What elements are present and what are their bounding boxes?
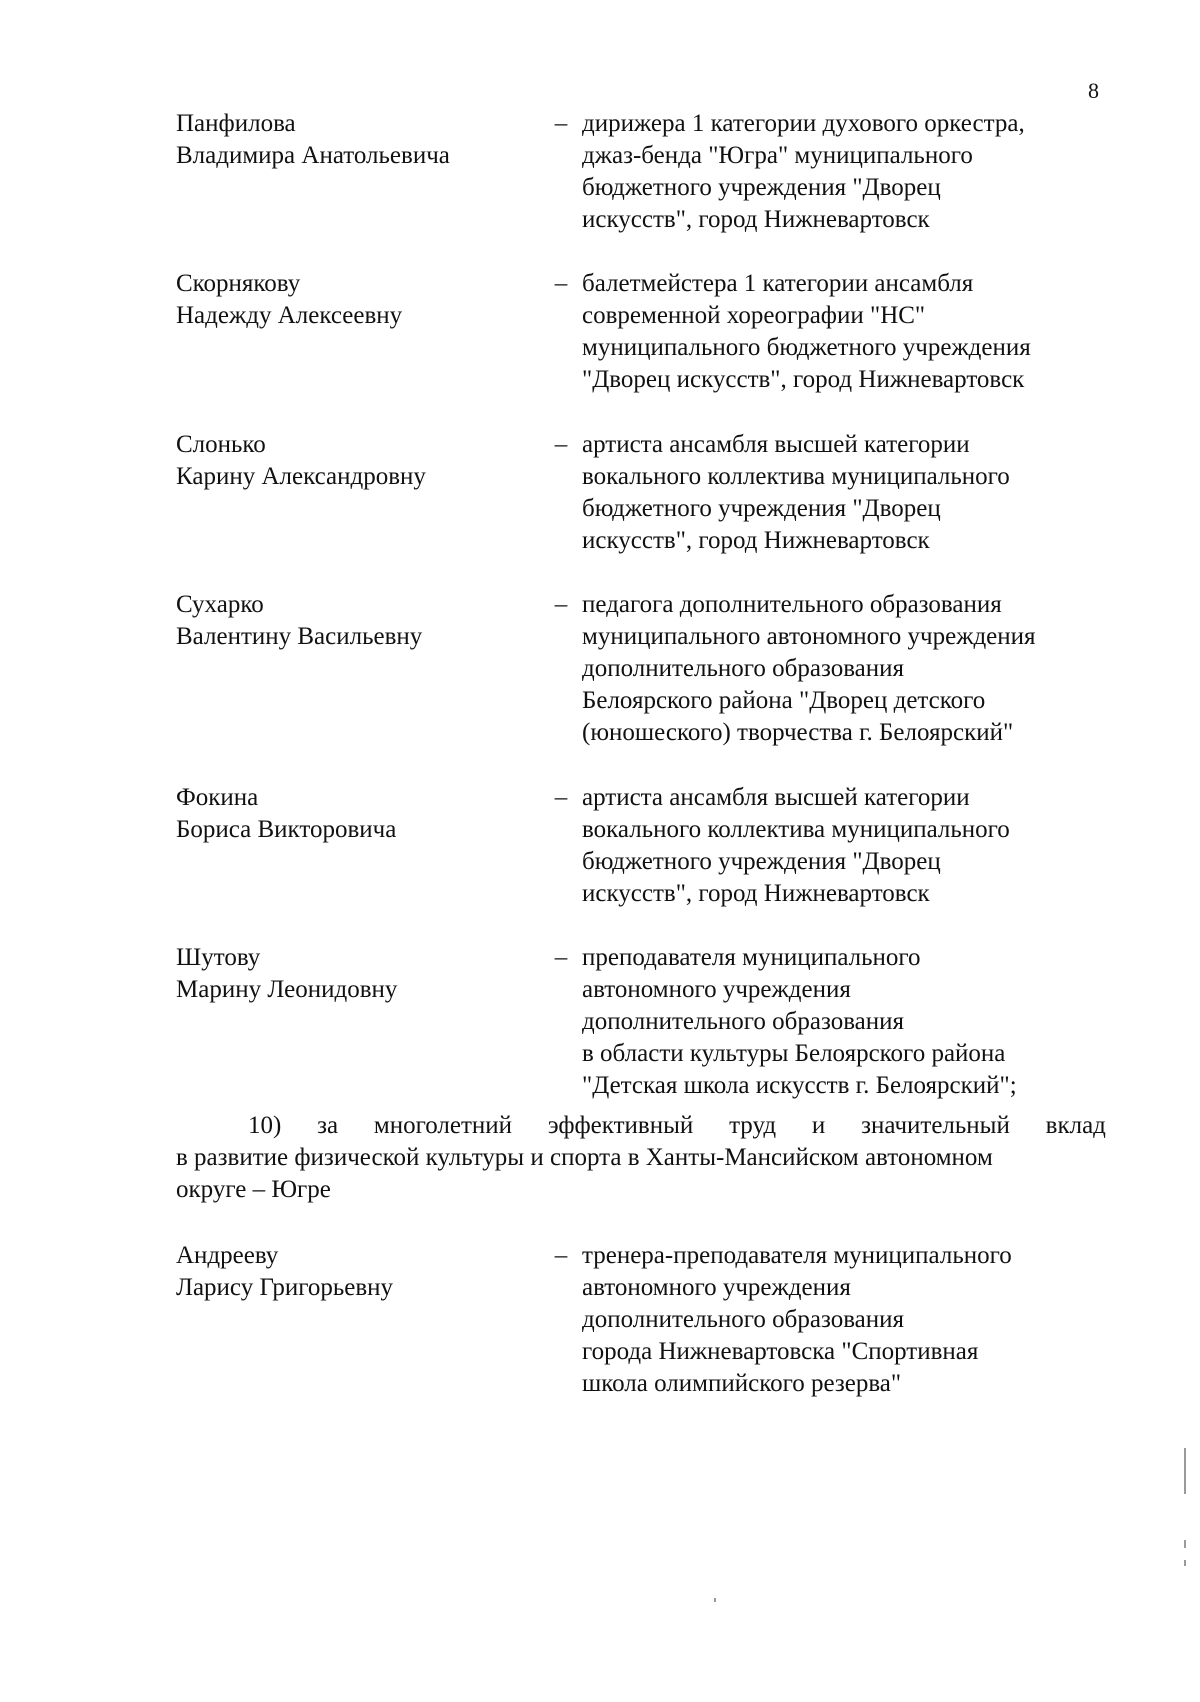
description-line: "Дворец искусств", город Нижневартовск xyxy=(582,366,1025,393)
person-name xyxy=(176,942,536,1006)
person-name xyxy=(176,268,536,332)
surname: Скорнякову xyxy=(176,270,301,297)
award-entry xyxy=(176,268,1106,438)
person-name xyxy=(176,782,536,846)
scan-artifact xyxy=(714,1598,716,1602)
position-description xyxy=(582,1240,1122,1400)
dash: – xyxy=(554,591,568,618)
description-line: артиста ансамбля высшей категории xyxy=(582,431,970,458)
description-line: дополнительного образования xyxy=(582,1306,905,1333)
scan-artifact xyxy=(1184,1540,1186,1548)
person-name xyxy=(176,108,536,172)
given-names: Надежду Алексеевну xyxy=(176,302,403,329)
description-line: (юношеского) творчества г. Белоярский" xyxy=(582,719,1014,746)
person-name xyxy=(176,1240,536,1304)
dash: – xyxy=(554,944,568,971)
description-line: артиста ансамбля высшей категории xyxy=(582,784,970,811)
page-number: 8 xyxy=(1088,78,1099,103)
description-line: преподавателя муниципального xyxy=(582,944,921,971)
description-line: дополнительного образования xyxy=(582,1008,905,1035)
position-description xyxy=(582,108,1122,236)
paragraph-word: 10) xyxy=(248,1112,282,1139)
paragraph-word: значительный xyxy=(861,1112,1010,1139)
description-line: бюджетного учреждения "Дворец xyxy=(582,174,941,201)
position-description xyxy=(582,429,1122,557)
position-description xyxy=(582,942,1122,1102)
dash: – xyxy=(554,1242,568,1269)
scan-artifact xyxy=(1184,1448,1186,1494)
dash: – xyxy=(554,110,568,137)
given-names: Владимира Анатольевича xyxy=(176,142,450,169)
description-line: в области культуры Белоярского района xyxy=(582,1040,1006,1067)
surname: Слонько xyxy=(176,431,266,458)
paragraph-word: вклад xyxy=(1045,1112,1106,1139)
surname: Шутову xyxy=(176,944,261,971)
description-line: искусств", город Нижневартовск xyxy=(582,527,930,554)
paragraph-line xyxy=(176,1110,1106,1142)
description-line: тренера-преподавателя муниципального xyxy=(582,1242,1012,1269)
paragraph-word: многолетний xyxy=(373,1112,513,1139)
award-entry xyxy=(176,942,1106,1112)
given-names: Бориса Викторовича xyxy=(176,816,397,843)
description-line: бюджетного учреждения "Дворец xyxy=(582,495,941,522)
description-line: школа олимпийского резерва" xyxy=(582,1370,902,1397)
person-name xyxy=(176,589,536,653)
surname: Фокина xyxy=(176,784,259,811)
surname: Панфилова xyxy=(176,110,296,137)
paragraph-line: в развитие физической культуры и спорта в Ханты-Мансийском автономном xyxy=(176,1144,993,1171)
description-line: Белоярского района "Дворец детского xyxy=(582,687,986,714)
description-line: муниципального бюджетного учреждения xyxy=(582,334,1031,361)
description-line: вокального коллектива муниципального xyxy=(582,816,1010,843)
description-line: автономного учреждения xyxy=(582,1274,851,1301)
given-names: Карину Александровну xyxy=(176,463,426,490)
description-line: вокального коллектива муниципального xyxy=(582,463,1010,490)
section-paragraph xyxy=(176,1110,1106,1206)
award-entry xyxy=(176,108,1106,278)
description-line: "Детская школа искусств г. Белоярский"; xyxy=(582,1072,1017,1099)
surname: Андрееву xyxy=(176,1242,279,1269)
position-description xyxy=(582,268,1122,396)
description-line: автономного учреждения xyxy=(582,976,851,1003)
description-line: дополнительного образования xyxy=(582,655,905,682)
surname: Сухарко xyxy=(176,591,264,618)
award-entry xyxy=(176,1240,1106,1410)
paragraph-word: эффективный xyxy=(547,1112,694,1139)
paragraph-word: за xyxy=(317,1112,339,1139)
description-line: искусств", город Нижневартовск xyxy=(582,206,930,233)
given-names: Валентину Васильевну xyxy=(176,623,423,650)
position-description xyxy=(582,782,1122,910)
given-names: Марину Леонидовну xyxy=(176,976,398,1003)
description-line: города Нижневартовска "Спортивная xyxy=(582,1338,979,1365)
description-line: муниципального автономного учреждения xyxy=(582,623,1036,650)
description-line: педагога дополнительного образования xyxy=(582,591,1002,618)
dash: – xyxy=(554,270,568,297)
paragraph-word: труд xyxy=(729,1112,777,1139)
description-line: бюджетного учреждения "Дворец xyxy=(582,848,941,875)
description-line: дирижера 1 категории духового оркестра, xyxy=(582,110,1025,137)
given-names: Ларису Григорьевну xyxy=(176,1274,394,1301)
award-entry xyxy=(176,782,1106,952)
dash: – xyxy=(554,431,568,458)
description-line: джаз-бенда "Югра" муниципального xyxy=(582,142,973,169)
award-entry xyxy=(176,589,1106,759)
paragraph-line: округе – Югре xyxy=(176,1176,331,1203)
scan-artifact xyxy=(1184,1560,1186,1566)
award-entry xyxy=(176,429,1106,599)
description-line: балетмейстера 1 категории ансамбля xyxy=(582,270,974,297)
paragraph-word: и xyxy=(811,1112,826,1139)
description-line: искусств", город Нижневартовск xyxy=(582,880,930,907)
description-line: современной хореографии "НС" xyxy=(582,302,926,329)
person-name xyxy=(176,429,536,493)
dash: – xyxy=(554,784,568,811)
position-description xyxy=(582,589,1122,749)
